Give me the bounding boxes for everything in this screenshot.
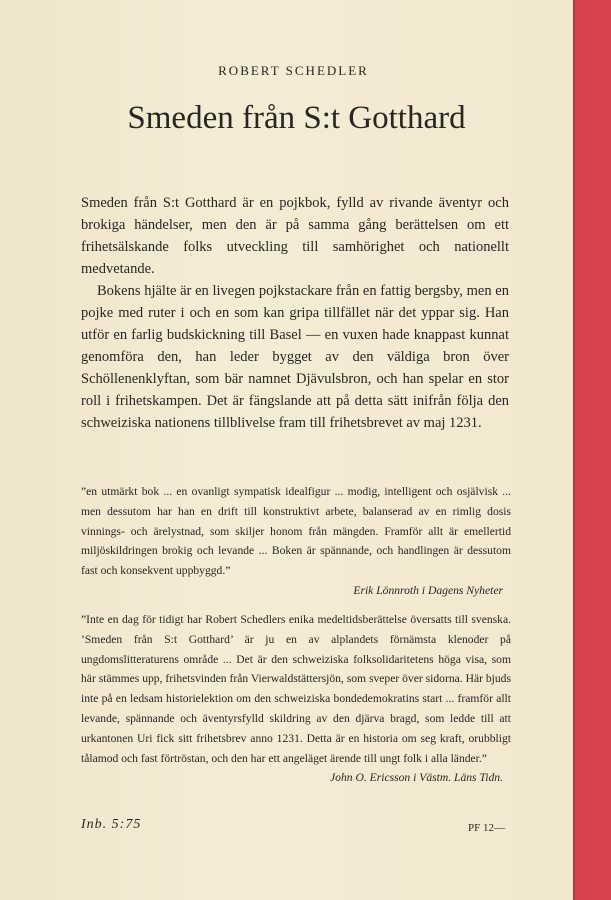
author-name: ROBERT SCHEDLER [218,63,369,78]
red-spine-edge [573,0,611,900]
binding-price-code: Inb. 5:75 [81,817,142,832]
book-title: Smeden från S:t Gotthard [127,100,466,136]
blurb-paragraph: Bokens hjälte är en livegen pojkstackare från en fattig bergsby, men en pojke med ruter i och en som kan gripa tillfället när det yppar sig. Han utför en farlig budskickning till Basel — en vuxen hade knappast kunnat genomföra den, han leder bygget av den väldiga bron över Schöllenenklyftan, som bär namnet Djävulsbron, och han spelar en stor roll i frihetskampen. Det är fängslande att på detta sätt inifrån följa den schweiziska nationens tillblivelse fram till frihetsbrevet av maj 1231. [81,283,509,431]
review-text: ”Inte en dag för tidigt har Robert Schedlers enika medeltidsberättelse översatts till svenska. ’Smeden från S:t Gotthard’ är ju en av alplandets förnämsta klenoder på ungdomslitteraturens område ... Det är den schweiziska folksolidaritetens höga visa, som här stämmes upp, frihetsvinden från Vierwaldstättersjön, som sveper över sidorna. Här bjuds inte på en ledsam historielektion om den schweiziska bondedemokratins start ... framför allt levande, spännande och äventyrsfylld skildring av den djärva bragd, som ledde till att urkantonen Uri fick sitt frihetsbrev anno 1231. Detta är en historia om seg kraft, orubbligt tålamod och fast förtröstan, och den har ett angeläget ärende till ungt folk i alla länder.” [81,613,511,765]
review-source: Erik Lönnroth i Dagens Nyheter [353,583,503,597]
review-quote [81,482,511,601]
review-text: ”en utmärkt bok ... en ovanligt sympatisk idealfigur ... modig, intelligent och osjälvisk ... men dessutom har han en drift till konstruktivt arbete, balanserad av en rimlig dosis vinnings- och ärelystnad, som skiljer honom från mängden. Framför allt är emellertid miljöskildringen brokig och levande ... Boken är spännande, och handlingen är dessutom fast och konsekvent uppbyggd.” [81,485,511,578]
review-source: John O. Ericsson i Västm. Läns Tidn. [330,771,503,785]
blurb [81,192,509,434]
price-code: PF 12— [468,822,505,834]
review-quote [81,610,511,788]
blurb-paragraph: Smeden från S:t Gotthard är en pojkbok, fylld av rivande äventyr och brokiga händelser, men den är på samma gång berättelsen om ett frihetsälskande folks utveckling till samhörighet och nationellt medvetande. [81,195,509,277]
